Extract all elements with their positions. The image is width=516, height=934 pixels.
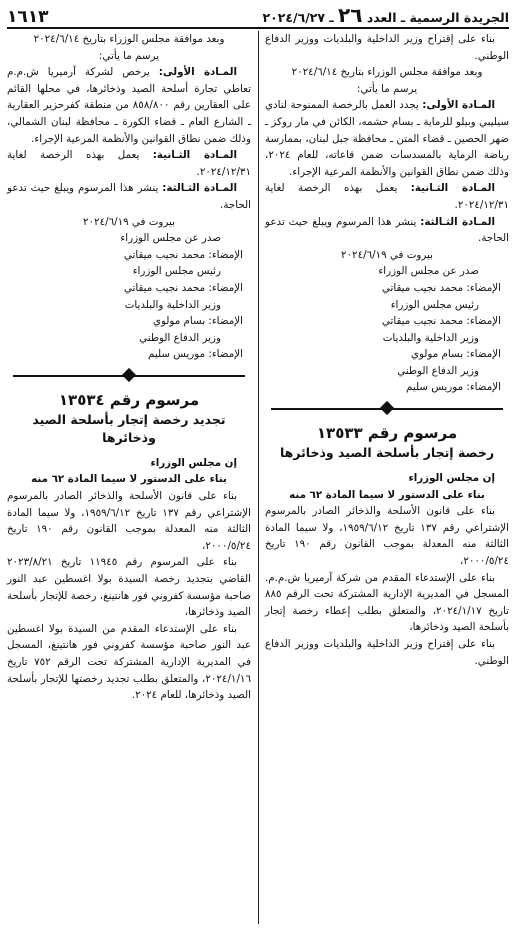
paragraph: وبعد موافقة مجلس الوزراء بتاريخ ٢٠٢٤/٦/١٤ [33, 33, 225, 45]
place-date: بيروت في ٢٠٢٤/٦/١٩ [340, 248, 434, 261]
article-text: يرخص لشركة آرميريا ش.م.م تعاطي تجارة أسلحة الصيد وذخائرها، في محلها القائم على العقارين رقم ٨٥٨/٨٠٠ من منطقة كفرحزير العقارية ـ الشارع العام ـ قضاء الكورة ـ محافظة لبنان الشمالي، وذلك ضمن نطاق القوانين والأنظمة المرعية الإجراء. [7, 66, 251, 145]
article-label: المـادة الثـالثة: [162, 182, 237, 195]
paragraph: بناء على الإستدعاء المقدم من السيدة بولا اغسطين عبد النور صاحبة مؤسسة كفروني فور هانتينغ، المسجل في المديرية الإدارية المشتركة تحت الرقم ٧٥٢ تاريخ ٢٠٢٤/١/١٦، والمتعلق بطلب تجديد رخصتها للإتجار بأسلحة الصيد وذخائرها، للعام ٢٠٢٤. [7, 622, 251, 702]
page-header [7, 0, 509, 29]
paragraph: بناء على المرسوم رقم ١١٩٤٥ تاريخ ٢٠٢٣/٨/٢١ القاضي بتجديد رخصة السيدة بولا اغسطين عبد النور صاحبة مؤسسة كفروني فور هانتينغ، رخصة للإتجار بأسلحة الصيد وذخائرها، [7, 556, 251, 619]
signature-line: الإمضاء: محمد نجيب ميقاتي [123, 281, 243, 294]
article-text: ينشر هذا المرسوم ويبلغ حيث تدعو الحاجة. [7, 182, 251, 211]
decree-title: مرسوم رقم ١٣٥٣٣ [316, 424, 458, 443]
signature-line: وزير الدفاع الوطني [139, 331, 221, 344]
section-separator [7, 367, 251, 385]
paragraph: يرسم ما يأتي: [98, 49, 160, 62]
paragraph: وبعد موافقة مجلس الوزراء بتاريخ ٢٠٢٤/٦/١٤ [291, 66, 483, 79]
article-text: ينشر هذا المرسوم ويبلغ حيث تدعو الحاجة. [265, 215, 509, 245]
article-2 [7, 147, 251, 180]
signature-line: وزير الداخلية والبلديات [124, 298, 221, 311]
article-label: المـادة الثـانية: [410, 182, 495, 195]
article-label: المـادة الأولى: [158, 66, 237, 79]
article-2 [265, 180, 509, 213]
article-label: المـادة الثـالثة: [420, 215, 495, 228]
constitution-line: بناء على الدستور لا سيما المادة ٦٢ منه [289, 488, 485, 501]
article-label: المـادة الأولى: [422, 99, 495, 112]
issue-number: ٢٦ [338, 3, 363, 27]
gazette-title [263, 3, 509, 27]
article-3 [7, 180, 251, 213]
section-separator [265, 400, 509, 418]
paragraph: بناء على قانون الأسلحة والذخائر الصادر بالمرسوم الإشتراعي رقم ١٣٧ تاريخ ١٩٥٩/٦/١٢، ولا سيما المادة الثالثة منه المعدلة بموجب القانون رقم ١٩٠ تاريخ ٢٠٠٠/٥/٢٤، [265, 505, 510, 568]
article-label: المـادة الثـانية: [152, 149, 237, 162]
signature-line: رئيس مجلس الوزراء [132, 265, 221, 278]
signature-line: الإمضاء: محمد نجيب ميقاتي [381, 281, 501, 294]
column-divider [258, 31, 259, 924]
diamond-icon [380, 401, 394, 415]
article-3 [265, 214, 509, 247]
signature-line: وزير الداخلية والبلديات [382, 331, 479, 344]
signature-line: الإمضاء: موريس سليم [148, 348, 243, 361]
page-number: ١٦١٣ [7, 7, 49, 27]
paragraph: بناء على إقتراح وزير الداخلية والبلديات ووزير الدفاع الوطني. [265, 33, 509, 62]
signature-line: الإمضاء: بسام مولوي [410, 348, 501, 361]
paragraph: بناء على الإستدعاء المقدم من شركة آرميريا ش.م.م. المسجل في المديرية الإدارية المشتركة تحت الرقم ٨٨٥ تاريخ ٢٠٢٤/١/١٧، والمتعلق بطلب إعطاء رخصة إتجار بأسلحة الصيد وذخائرها، [265, 571, 510, 634]
signature-line: الإمضاء: موريس سليم [406, 381, 501, 394]
constitution-line: بناء على الدستور لا سيما المادة ٦٢ منه [31, 473, 227, 486]
council-line: إن مجلس الوزراء [150, 456, 237, 469]
decree-subject: رخصة إتجار بأسلحة الصيد وذخائرها [279, 445, 495, 461]
signature-line: الإمضاء: محمد نجيب ميقاتي [381, 315, 501, 328]
issue-date: ـ ٢٠٢٤/٦/٢٧ [262, 10, 334, 25]
place-date: بيروت في ٢٠٢٤/٦/١٩ [82, 215, 176, 228]
signature-line: صدر عن مجلس الوزراء [120, 232, 221, 245]
paragraph: يرسم ما يأتي: [356, 82, 418, 95]
signature-line: الإمضاء: محمد نجيب ميقاتي [123, 248, 243, 261]
signature-line: الإمضاء: بسام مولوي [152, 315, 243, 328]
article-1 [265, 97, 509, 180]
decree-subject: تجديد رخصة إتجار بأسلحة الصيد وذخائرها [32, 411, 226, 445]
article-text: يعمل بهذه الرخصة لغاية ٢٠٢٤/١٢/٣١. [265, 182, 509, 211]
paragraph: بناء على إقتراح وزير الداخلية والبلديات ووزير الدفاع الوطني. [265, 638, 509, 667]
left-column [7, 31, 251, 934]
signature-line: وزير الدفاع الوطني [397, 364, 479, 377]
signature-line: رئيس مجلس الوزراء [390, 298, 479, 311]
paragraph: بناء على قانون الأسلحة والذخائر الصادر بالمرسوم الإشتراعي رقم ١٣٧ تاريخ ١٩٥٩/٦/١٢، ولا سيما المادة الثالثة منه المعدلة بموجب القانون رقم ١٩٠ تاريخ ٢٠٠٠/٥/٢٤، [7, 490, 252, 552]
decree-title: مرسوم رقم ١٣٥٣٤ [58, 390, 200, 409]
signature-line: صدر عن مجلس الوزراء [378, 265, 479, 278]
gazette-name: الجريدة الرسمية ـ العدد [366, 10, 509, 25]
article-text: يجدد العمل بالرخصة الممنوحة لنادي سيليبي وبيلو للرماية ـ بسام حشمه، الكائن في مار روكز ـ ضهر الحصين ـ قضاء المتن ـ محافظة جبل لبنان، بممارسة رياضة الرماية بالمسدسات ضمن قاعاته، للعام ٢٠٢٤، وذلك ضمن نطاق القوانين والأنظمة المرعية الإجراء. [265, 99, 509, 178]
article-1 [7, 64, 251, 147]
right-column [265, 31, 509, 934]
council-line: إن مجلس الوزراء [408, 472, 495, 485]
columns [7, 31, 509, 934]
article-text: يعمل بهذه الرخصة لغاية ٢٠٢٤/١٢/٣١. [7, 149, 251, 178]
diamond-icon [122, 368, 136, 382]
